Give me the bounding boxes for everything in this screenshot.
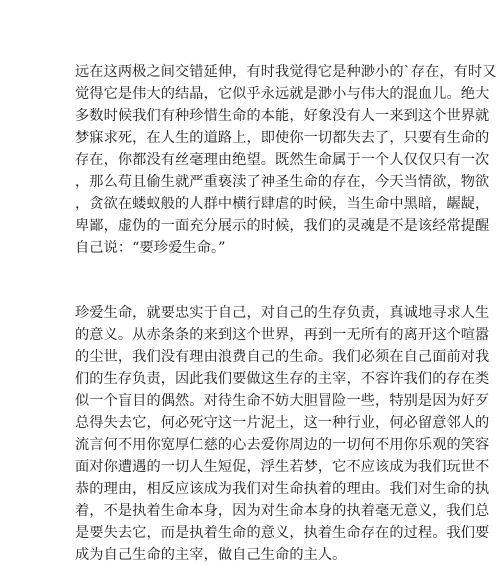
text-line: 们的生存负责，因此我们要做这生存的主宰，不容许我们的存在类 — [75, 371, 490, 387]
text-line: 觉得它是伟大的结晶，它似乎永远就是渺小与伟大的混血儿。绝大 — [75, 86, 490, 102]
text-line: 梦寐求死，在人生的道路上，即使你一切都失去了，只要有生命的 — [75, 130, 490, 146]
text-line: 是要失去它，而是执着生命的意义，执着生命存在的过程。我们要 — [75, 525, 490, 541]
text-line: 存在，你都没有丝毫理由绝望。既然生命属于一个人仅仅只有一次 — [75, 152, 490, 168]
text-line: 多数时候我们有种珍惜生命的本能，好象没有人一来到这个世界就 — [75, 108, 490, 124]
text-line: 珍爱生命，就要忠实于自己，对自己的生存负责，真诚地寻求人生 — [75, 305, 490, 321]
text-line: 恭的理由，相反应该成为我们对生命执着的理由。我们对生命的执 — [75, 481, 490, 497]
text-line: 着，不是执着生命本身，因为对生命本身的执着毫无意义，我们总 — [75, 503, 490, 519]
text-line: 面对你遭遇的一切人生短促，浮生若梦，它不应该成为我们玩世不 — [75, 459, 490, 475]
text-line: 成为自己生命的主宰，做自己生命的主人。 — [75, 547, 347, 563]
text-line: 远在这两极之间交错延伸，有时我觉得它是种渺小的`存在，有时又 — [75, 64, 497, 80]
paragraph-2 — [75, 302, 490, 566]
text-line: 似一个盲目的偶然。对待生命不妨大胆冒险一些，特别是因为好歹 — [75, 393, 490, 409]
text-line: 卑鄙，虚伪的一面充分展示的时候，我们的灵魂是不是该经常提醒 — [75, 218, 490, 234]
text-line: ，贪欲在蝼蚁般的人群中横行肆虐的时候，当生命中黑暗，龌龊， — [75, 196, 490, 212]
text-line: 流言何不用你宽厚仁慈的心去爱你周边的一切何不用你乐观的笑容 — [75, 437, 490, 453]
text-line: 自己说：“要珍爱生命。” — [75, 240, 226, 256]
text-line: ，那么苟且偷生就严重亵渎了神圣生命的存在，今天当情欲，物欲 — [75, 174, 490, 190]
text-line: 的尘世，我们没有理由浪费自己的生命。我们必须在自己面前对我 — [75, 349, 490, 365]
text-line: 的意义。从赤条条的来到这个世界，再到一无所有的离开这个喧嚣 — [75, 327, 490, 343]
text-line: 总得失去它，何必死守这一片泥土，这一种行业，何必留意邻人的 — [75, 415, 490, 431]
paragraph-1 — [75, 61, 497, 259]
